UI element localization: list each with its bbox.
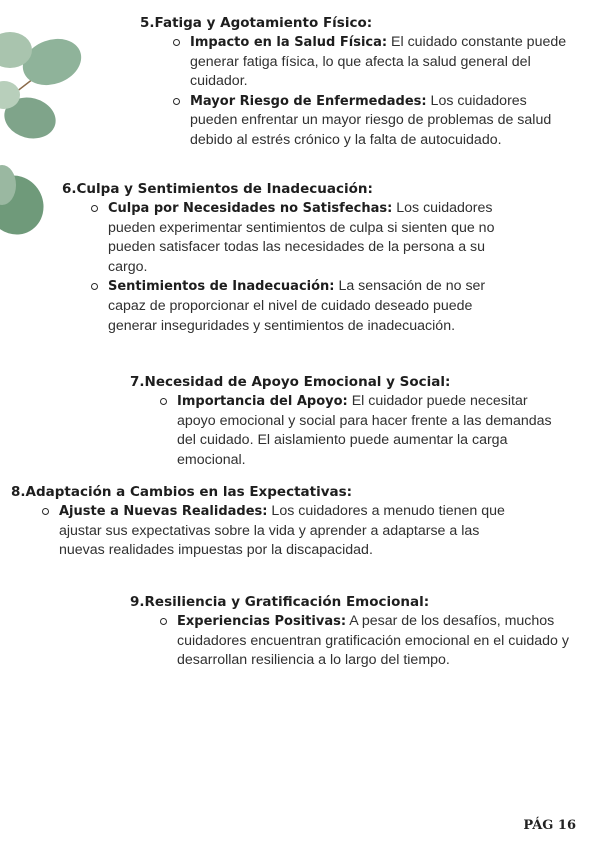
item-heading: Ajuste a Nuevas Realidades: [59,504,268,519]
list-item [86,199,512,277]
section-apoyo [130,374,570,470]
item-heading: Mayor Riesgo de Enfermedades: [190,93,427,109]
section-fatiga [140,15,570,151]
list-item [86,277,512,336]
item-text: A pesar de los desafíos, muchos cuidadores encuentran gratificación emocional en el cuidado y desarrollan resiliencia a lo largo del tiempo. [177,613,569,669]
item-heading: Experiencias Positivas: [177,614,347,629]
list-item [168,92,570,151]
item-text: El cuidado constante puede generar fatiga física, lo que afecta la salud general del cuidador. [190,34,567,90]
section-title: 7.Necesidad de Apoyo Emocional y Social: [130,374,451,390]
item-text: Los cuidadores pueden experimentar sentimientos de culpa si sienten que no pueden satisfacer todas las necesidades de la persona a su cargo. [108,200,495,275]
section-adaptacion [11,484,511,561]
item-text: Los cuidadores pueden enfrentar un mayor riesgo de problemas de salud debido al estrés crónico y la falta de autocuidado. [190,92,552,148]
list-item [155,392,570,470]
item-heading: Impacto en la Salud Física: [190,35,388,50]
item-text: Los cuidadores a menudo tienen que ajustar sus expectativas sobre la vida y aprender a adaptarse a las nuevas realidades impuestas por la discapacidad. [59,503,505,559]
item-heading: Importancia del Apoyo: [177,394,348,409]
section-title: 8.Adaptación a Cambios en las Expectativas: [11,484,353,500]
item-heading: Culpa por Necesidades no Satisfechas: [108,201,393,216]
section-resiliencia [130,594,570,671]
item-heading: Sentimientos de Inadecuación: [108,279,335,295]
section-title: 6.Culpa y Sentimientos de Inadecuación: [62,181,373,197]
section-title: 9.Resiliencia y Gratificación Emocional: [130,594,430,610]
page-number: PÁG 16 [523,818,576,833]
section-culpa [62,181,512,336]
item-text: La sensación de no ser capaz de proporcionar el nivel de cuidado deseado puede generar inseguridades y sentimientos de inadecuación. [108,278,486,334]
list-item [168,33,570,92]
section-title: 5.Fatiga y Agotamiento Físico: [140,15,373,31]
list-item [155,612,570,671]
list-item [37,502,511,561]
item-text: El cuidador puede necesitar apoyo emocional y social para hacer frente a las demandas del cuidado. El aislamiento puede aumentar la carga emocional. [177,393,552,468]
